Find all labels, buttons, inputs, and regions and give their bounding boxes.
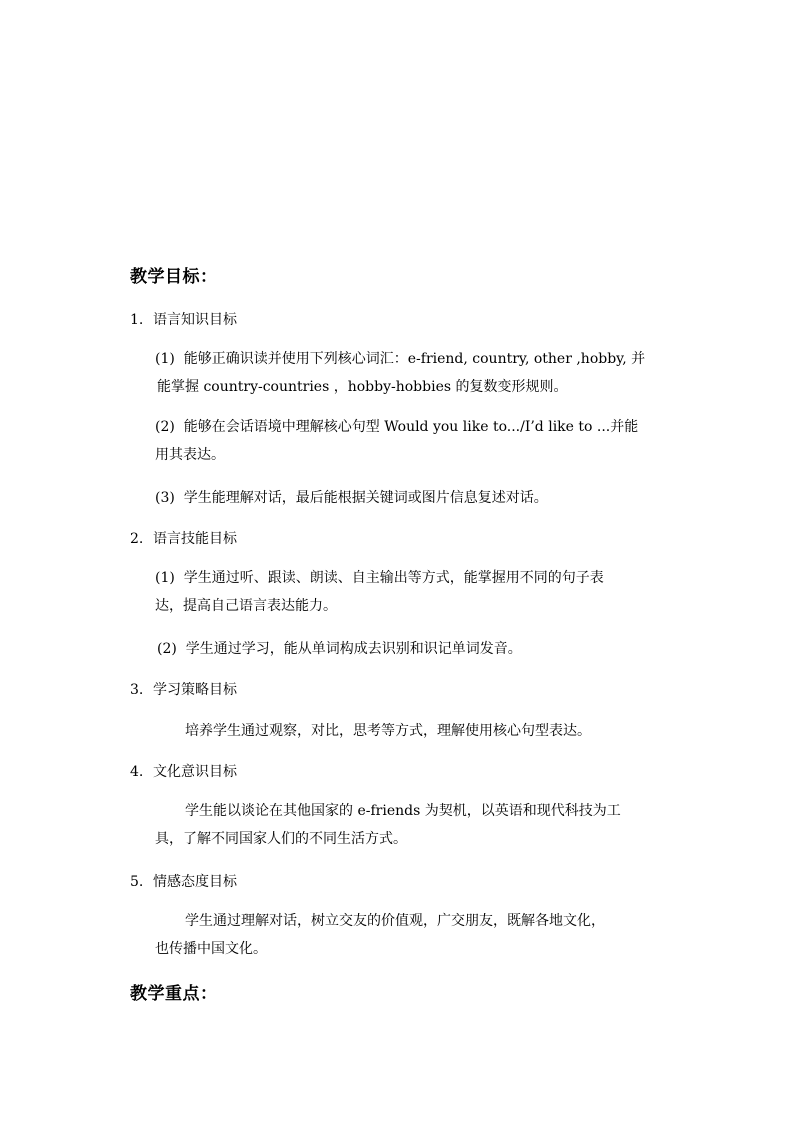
sub-text: 学生能理解对话，最后能根据关键词或图片信息复述对话。 bbox=[183, 490, 548, 506]
sub-text: 能够正确识读并使用下列核心词汇：e-friend, country, other ,hobby, 并 bbox=[183, 351, 646, 367]
section-number: 2. bbox=[130, 531, 144, 547]
section-title-text: 语言技能目标 bbox=[153, 531, 237, 547]
section-number: 4. bbox=[130, 764, 144, 780]
section-title-text: 语言知识目标 bbox=[153, 312, 237, 328]
section-5-body bbox=[155, 907, 675, 963]
section-title-text: 文化意识目标 bbox=[153, 764, 237, 780]
paragraph-line-continued: 也传播中国文化。 bbox=[155, 941, 267, 957]
section-2-title bbox=[130, 528, 237, 548]
sub-prefix: (1) bbox=[155, 570, 175, 586]
section-title-text: 情感态度目标 bbox=[153, 874, 237, 890]
section-3-body: 培养学生通过观察，对比，思考等方式，理解使用核心句型表达。 bbox=[185, 723, 591, 739]
section-4-title bbox=[130, 761, 237, 781]
paragraph-line-continued: 能掌握 country-countries ，hobby-hobbies 的复数变形规则。 bbox=[157, 379, 568, 395]
section-1-sub-3 bbox=[155, 487, 548, 507]
section-2-sub-2 bbox=[157, 638, 522, 658]
paragraph-line-continued: 达，提高自己语言表达能力。 bbox=[155, 598, 337, 614]
section-number: 1. bbox=[130, 312, 144, 328]
paragraph-line bbox=[155, 564, 675, 592]
section-title-text: 学习策略目标 bbox=[153, 682, 237, 698]
section-3-title bbox=[130, 679, 237, 699]
section-2-sub-1 bbox=[155, 564, 675, 620]
sub-prefix: (1) bbox=[155, 351, 175, 367]
section-number: 3. bbox=[130, 682, 144, 698]
paragraph-line bbox=[155, 345, 675, 373]
sub-prefix: (3) bbox=[155, 490, 175, 506]
section-4-body bbox=[155, 797, 675, 853]
heading-key-points: 教学重点： bbox=[130, 984, 218, 1004]
sub-text: 能够在会话语境中理解核心句型 Would you like to.../I’d like to ...并能 bbox=[183, 419, 639, 435]
section-5-title bbox=[130, 871, 237, 891]
paragraph-line: 学生通过理解对话，树立交友的价值观，广交朋友，既解各地文化， bbox=[185, 913, 605, 929]
paragraph-line bbox=[155, 413, 675, 441]
section-1-sub-2 bbox=[155, 413, 675, 469]
sub-text: 学生通过学习，能从单词构成去识别和识记单词发音。 bbox=[185, 641, 522, 657]
section-1-title bbox=[130, 309, 237, 329]
section-number: 5. bbox=[130, 874, 144, 890]
paragraph-line-continued: 具，了解不同国家人们的不同生活方式。 bbox=[155, 831, 407, 847]
paragraph-line-continued: 用其表达。 bbox=[155, 447, 225, 463]
section-1-sub-1 bbox=[155, 345, 675, 401]
heading-teaching-objectives: 教学目标： bbox=[130, 267, 218, 287]
paragraph-line: 学生能以谈论在其他国家的 e-friends 为契机，以英语和现代科技为工 bbox=[185, 803, 621, 819]
sub-prefix: (2) bbox=[155, 419, 175, 435]
sub-prefix: (2) bbox=[157, 641, 177, 657]
sub-text: 学生通过听、跟读、朗读、自主输出等方式，能掌握用不同的句子表 bbox=[183, 570, 604, 586]
